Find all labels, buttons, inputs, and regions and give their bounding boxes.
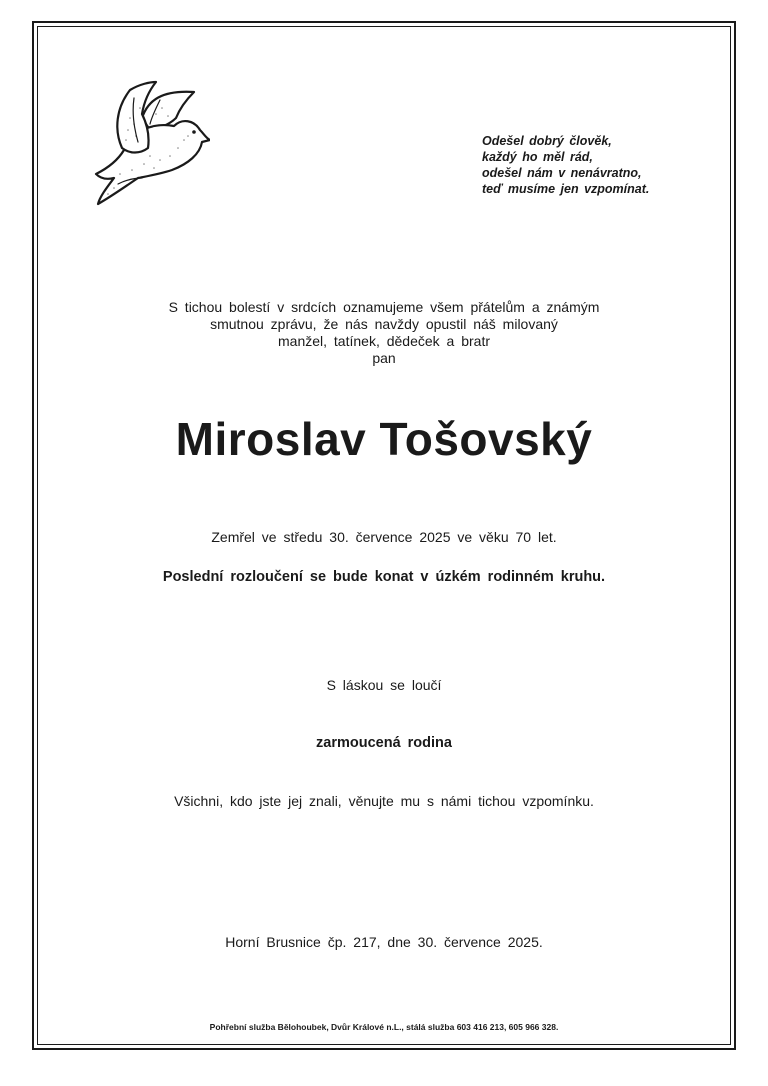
farewell-text: S láskou se loučí: [326, 677, 442, 693]
funeral-service-footer: Pohřební služba Bělohoubek, Dvůr Králové n.L., stálá služba 603 416 213, 605 966 328.: [209, 1022, 559, 1032]
motto-line: každý ho měl rád,: [482, 150, 593, 164]
motto-line: Odešel dobrý člověk,: [482, 134, 612, 148]
intro-line: S tichou bolestí v srdcích oznamujeme všem přátelům a známým: [168, 299, 600, 315]
motto-line: teď musíme jen vzpomínat.: [482, 182, 650, 196]
intro-text: [0, 299, 768, 367]
motto-line: odešel nám v nenávratno,: [482, 166, 642, 180]
death-info: Zemřel ve středu 30. července 2025 ve věku 70 let.: [211, 529, 557, 545]
intro-line: smutnou zprávu, že nás navždy opustil náš milovaný: [210, 316, 558, 332]
intro-line: pan: [372, 350, 396, 366]
intro-line: manžel, tatínek, dědeček a bratr: [278, 333, 490, 349]
place-date: Horní Brusnice čp. 217, dne 30. července 2025.: [225, 934, 543, 950]
family-signature: zarmoucená rodina: [316, 735, 452, 751]
funeral-info: Poslední rozloučení se bude konat v úzkém rodinném kruhu.: [162, 569, 606, 585]
deceased-name: Miroslav Tošovský: [175, 413, 593, 465]
remembrance-text: Všichni, kdo jste jej znali, věnujte mu s námi tichou vzpomínku.: [174, 793, 594, 809]
motto-verse: [482, 133, 712, 197]
dove-icon: [90, 78, 210, 208]
